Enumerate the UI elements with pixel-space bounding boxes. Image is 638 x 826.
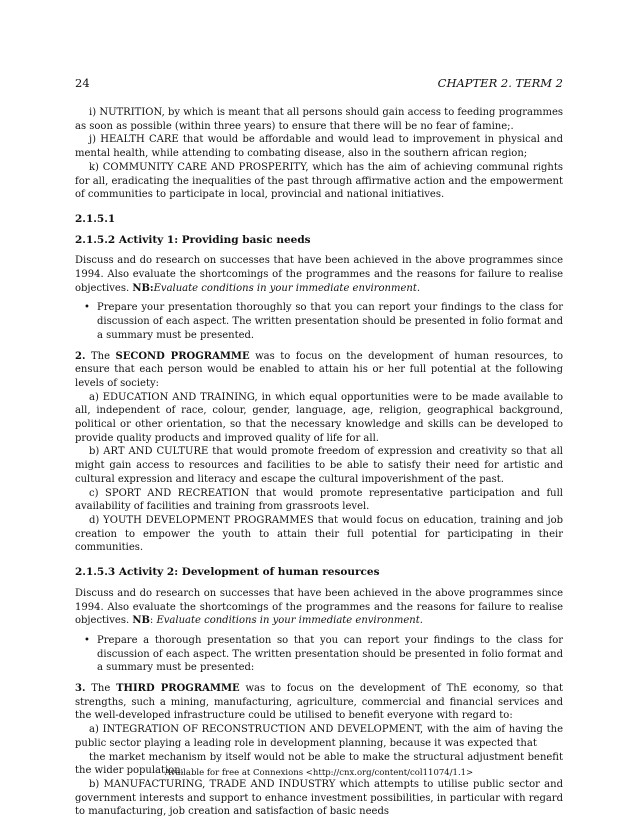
- bullet-icon: •: [84, 634, 90, 646]
- paragraph-health-care: j) HEALTH CARE that would be affordable and would lead to improvement in physical and mental health, while attending to combating disease, also in the southern african region;: [75, 134, 563, 160]
- programme-2-title: SECOND PROGRAMME: [115, 350, 250, 362]
- paragraph-market-mechanism: the market mechanism by itself would not be able to make the structural adjustment benefit the wider population.: [75, 751, 563, 777]
- page-body: [75, 106, 563, 819]
- activity-1-instructions: [75, 254, 563, 295]
- page-number: 24: [75, 76, 90, 90]
- paragraph-education: a) EDUCATION AND TRAINING, in which equal opportunities were to be made available to all, independent of race, colour, gender, language, age, religion, geographical background, political or other orientation, so that the necessary knowledge and skills can be developed to provide quality products and improved quality of life for all.: [75, 391, 563, 444]
- activity-2-heading: 2.1.5.3 Activity 2: Development of human resources: [75, 566, 380, 579]
- activity-2-nb-text: Evaluate conditions in your immediate environment.: [156, 615, 423, 627]
- activity-1-nb-text: Evaluate conditions in your immediate environment.: [153, 282, 421, 294]
- programme-3-title: THIRD PROGRAMME: [116, 683, 240, 695]
- activity-2-nb-label: NB: [132, 615, 150, 627]
- activity-2-text: Discuss and do research on successes that have been achieved in the above programmes since 1994. Also evaluate the shortcomings of the programmes and the reasons for failure to realise objectives.: [75, 587, 563, 627]
- paragraph-sport: c) SPORT AND RECREATION that would promote representative participation and full availability of facilities and training from grassroots level.: [75, 487, 563, 513]
- page-footer: Available for free at Connexions <http://cnx.org/content/col11074/1.1>: [164, 768, 474, 778]
- paragraph-art-culture: b) ART AND CULTURE that would promote freedom of expression and creativity so that all might gain access to resources and facilities to be able to satisfy their need for artistic and cultural expression and literacy and escape the cultural impoverishment of the past.: [75, 446, 563, 485]
- activity-2-bullet-text: Prepare a thorough presentation so that you can report your findings to the class for discussion of each aspect. The written presentation should be presented in folio format and a summary must be presented:: [97, 634, 563, 674]
- programme-2-number: 2.: [75, 350, 86, 362]
- activity-1-text: Discuss and do research on successes that have been achieved in the above programmes since 1994. Also evaluate the shortcomings of the programmes and the reasons for failure to realise objectives.: [75, 255, 563, 294]
- paragraph-integration: a) INTEGRATION OF RECONSTRUCTION AND DEVELOPMENT, with the aim of having the public sector playing a leading role in development planning, because it was expected that: [75, 724, 563, 749]
- programme-3-text: was to focus on the development of ThE economy, so that strengths, such a mining, manufacturing, agriculture, commercial and financial services and the well-developed infrastructure could be utilised to benefit everyone with regard to:: [75, 683, 563, 722]
- paragraph-community-care: k) COMMUNITY CARE AND PROSPERITY, which has the aim of achieving communal rights for all, eradicating the inequalities of the past through affirmative action and the empowerment of communities to participate in local, provincial and national initiatives.: [75, 161, 563, 201]
- paragraph-nutrition: i) NUTRITION, by which is meant that all persons should gain access to feeding programmes as soon as possible (within three years) to ensure that there will be no fear of famine;.: [75, 107, 563, 132]
- programme-2-intro: [75, 350, 563, 391]
- running-chapter-title: CHAPTER 2. TERM 2: [437, 76, 563, 90]
- programme-2-text: was to focus on the development of human resources, to ensure that each person would be enabled to attain his or her full potential at the following levels of society:: [75, 350, 564, 389]
- activity-1-heading: 2.1.5.2 Activity 1: Providing basic needs: [75, 233, 311, 246]
- paragraph-youth: d) YOUTH DEVELOPMENT PROGRAMMES that would focus on education, training and job creation to empower the youth to attain their full potential for participating in their communities.: [75, 514, 563, 554]
- programme-3-number: 3.: [75, 683, 86, 695]
- programme-3-pre: The: [85, 683, 117, 695]
- page-header: [75, 76, 563, 90]
- activity-2-nb-colon: :: [149, 615, 157, 627]
- section-heading-2-1-5-1: 2.1.5.1: [75, 212, 116, 225]
- activity-1-nb-label: NB:: [132, 282, 154, 294]
- programme-2-pre: The: [85, 350, 116, 362]
- activity-1-bullet: [75, 301, 563, 342]
- activity-2-bullet: [75, 634, 563, 675]
- bullet-icon: •: [84, 302, 90, 314]
- activity-1-bullet-text: Prepare your presentation thoroughly so that you can report your findings to the class for discussion of each aspect. The written presentation should be presented in folio format and a summary must be presented.: [97, 302, 563, 341]
- programme-3-intro: [75, 682, 563, 723]
- paragraph-manufacturing: b) MANUFACTURING, TRADE AND INDUSTRY which attempts to utilise public sector and government interests and support to enhance investment possibilities, in particular with regard to manufacturing, job creation and satisfaction of basic needs: [75, 778, 563, 818]
- activity-2-instructions: [75, 587, 563, 628]
